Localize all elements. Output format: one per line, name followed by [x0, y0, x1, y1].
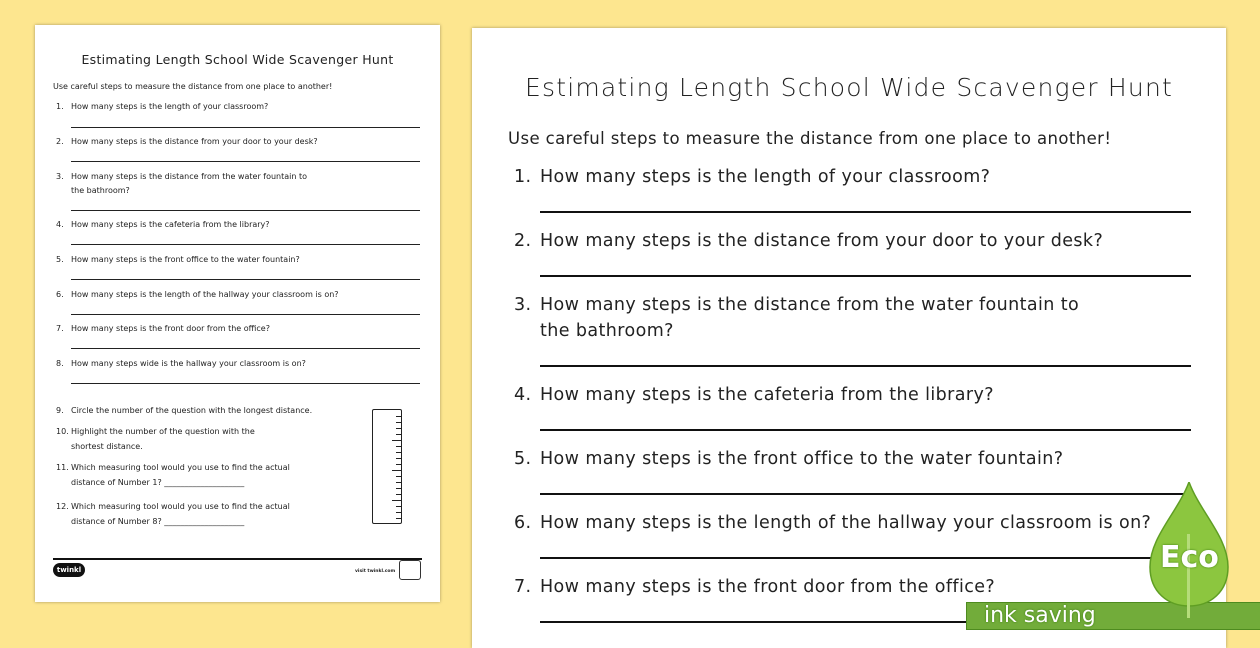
question-text: How many steps is the distance from your door to your desk?	[540, 231, 1104, 251]
answer-line	[71, 210, 420, 211]
question-text: How many steps is the front office to the water fountain?	[71, 255, 300, 264]
question-text: How many steps is the length of the hallway your classroom is on?	[71, 290, 339, 299]
worksheet-thumbnail[interactable]	[35, 25, 440, 602]
ruler-tick	[396, 422, 401, 423]
ruler-tick	[396, 476, 401, 477]
ruler-tick	[392, 470, 401, 471]
worksheet-title: Estimating Length School Wide Scavenger Hunt	[524, 73, 1173, 102]
ruler-tick	[396, 416, 401, 417]
footer-divider	[53, 558, 422, 560]
question-number: 4.	[514, 385, 532, 405]
question-number: 2.	[514, 231, 532, 251]
twinkl-logo: twinkl	[53, 563, 85, 577]
question-text: the bathroom?	[540, 321, 674, 341]
question-text: the bathroom?	[71, 186, 130, 195]
question-text: How many steps is the front door from the office?	[71, 324, 270, 333]
question-number: 6.	[514, 513, 532, 533]
question-number: 3.	[56, 172, 64, 181]
answer-line	[71, 244, 420, 245]
answer-line	[540, 493, 1191, 495]
question-text: Which measuring tool would you use to find the actual	[71, 463, 290, 472]
ruler-tick	[396, 446, 401, 447]
question-number: 10.	[56, 427, 69, 436]
question-text: How many steps is the length of your classroom?	[71, 102, 269, 111]
question-number: 1.	[56, 102, 64, 111]
question-number: 12.	[56, 502, 69, 511]
question-number: 8.	[56, 359, 64, 368]
answer-line	[540, 365, 1191, 367]
worksheet-intro: Use careful steps to measure the distance from one place to another!	[508, 129, 1112, 148]
eco-label: Eco	[1160, 540, 1219, 575]
ruler-tick	[396, 428, 401, 429]
ruler-tick	[396, 458, 401, 459]
question-number: 4.	[56, 220, 64, 229]
ruler-tick	[396, 434, 401, 435]
ruler-character-illustration	[372, 409, 402, 524]
ruler-tick	[396, 488, 401, 489]
question-text: How many steps is the cafeteria from the library?	[540, 385, 994, 405]
answer-line	[71, 383, 420, 384]
question-number: 3.	[514, 295, 532, 315]
answer-line	[71, 314, 420, 315]
question-number: 11.	[56, 463, 69, 472]
question-text: Highlight the number of the question with the	[71, 427, 255, 436]
question-text: How many steps is the distance from the water fountain to	[71, 172, 308, 181]
question-number: 9.	[56, 406, 64, 415]
question-text: How many steps is the distance from your door to your desk?	[71, 137, 318, 146]
ruler-tick	[396, 482, 401, 483]
question-text: distance of Number 1? ____________________	[71, 478, 245, 487]
question-text: Which measuring tool would you use to find the actual	[71, 502, 290, 511]
question-number: 7.	[514, 577, 532, 597]
question-number: 2.	[56, 137, 64, 146]
question-number: 5.	[56, 255, 64, 264]
ink-saving-label: ink saving	[984, 603, 1096, 628]
ruler-tick	[396, 452, 401, 453]
ruler-tick	[396, 494, 401, 495]
answer-line	[540, 557, 1191, 559]
answer-line	[540, 211, 1191, 213]
question-text: How many steps is the cafeteria from the library?	[71, 220, 270, 229]
ruler-tick	[392, 500, 401, 501]
eco-leaf-icon	[1148, 482, 1230, 618]
answer-line	[71, 348, 420, 349]
quality-seal-icon	[399, 560, 421, 580]
question-number: 1.	[514, 167, 532, 187]
question-number: 5.	[514, 449, 532, 469]
worksheet-intro: Use careful steps to measure the distance from one place to another!	[53, 82, 333, 91]
question-text: How many steps is the length of the hallway your classroom is on?	[540, 513, 1152, 533]
ruler-tick	[396, 464, 401, 465]
worksheet-preview	[472, 28, 1226, 648]
question-text: Circle the number of the question with the longest distance.	[71, 406, 313, 415]
ruler-tick	[396, 506, 401, 507]
answer-line	[71, 279, 420, 280]
worksheet-title: Estimating Length School Wide Scavenger Hunt	[81, 52, 394, 67]
answer-line	[71, 127, 420, 128]
question-text: shortest distance.	[71, 442, 143, 451]
question-text: How many steps wide is the hallway your classroom is on?	[71, 359, 306, 368]
question-text: How many steps is the distance from the water fountain to	[540, 295, 1080, 315]
ruler-tick	[396, 512, 401, 513]
question-number: 6.	[56, 290, 64, 299]
question-number: 7.	[56, 324, 64, 333]
question-text: How many steps is the front office to the water fountain?	[540, 449, 1064, 469]
ruler-tick	[392, 440, 401, 441]
footer-url: visit twinkl.com	[355, 569, 396, 574]
answer-line	[71, 161, 420, 162]
answer-line	[540, 275, 1191, 277]
ruler-tick	[396, 518, 401, 519]
question-text: How many steps is the length of your classroom?	[540, 167, 991, 187]
question-text: distance of Number 8? ____________________	[71, 517, 245, 526]
question-text: How many steps is the front door from the office?	[540, 577, 996, 597]
answer-line	[540, 429, 1191, 431]
